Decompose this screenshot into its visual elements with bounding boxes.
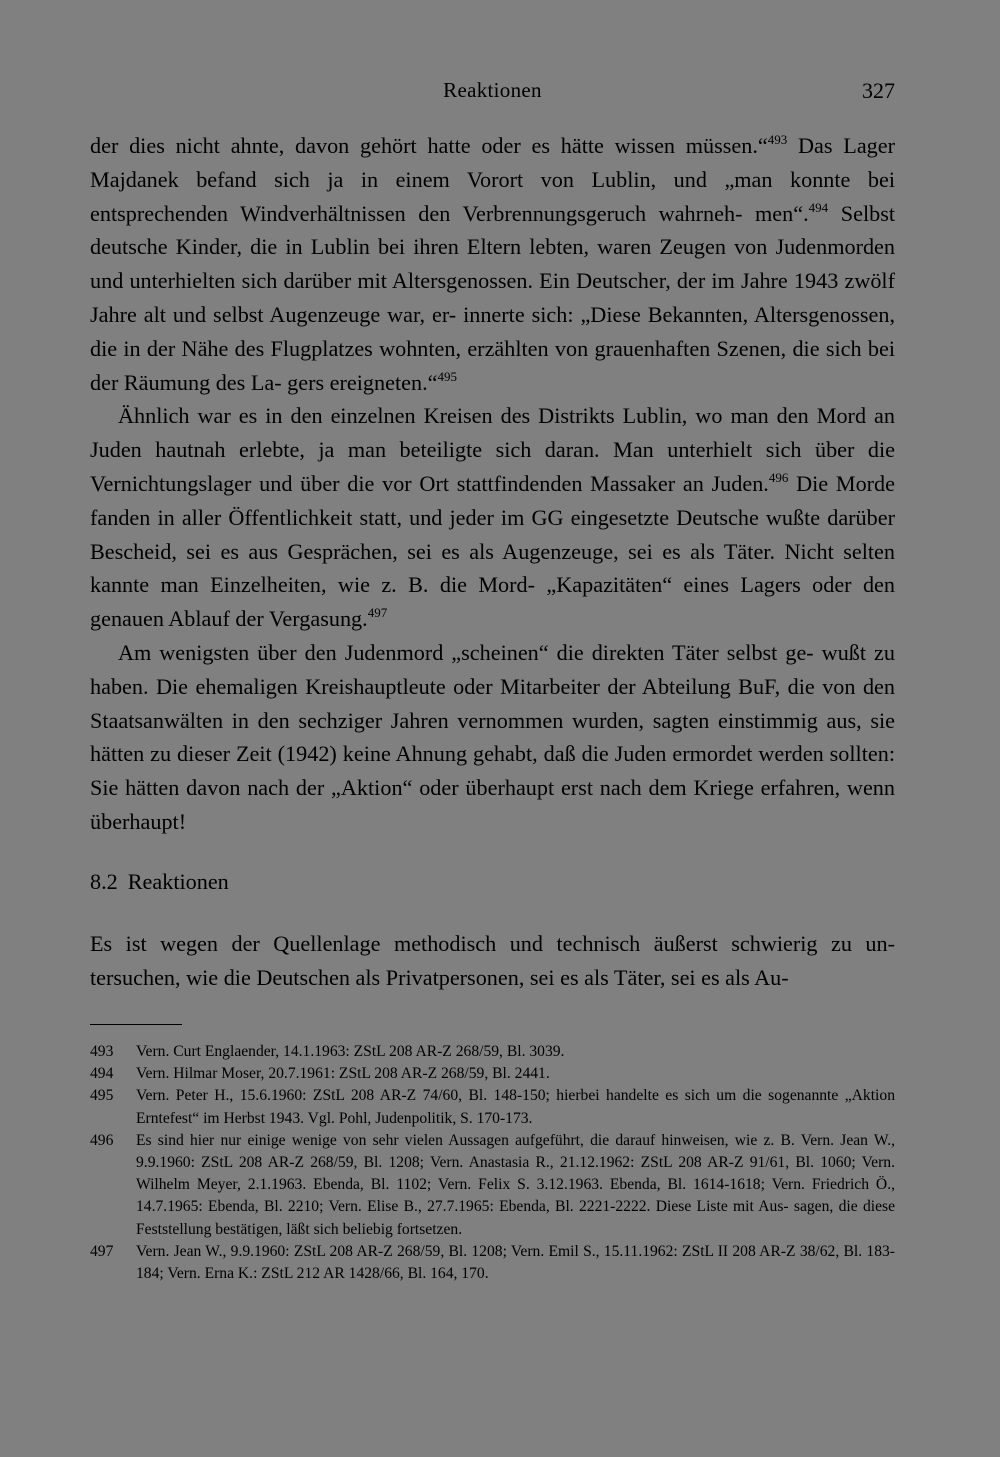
footnote-ref-497: 497 — [367, 605, 388, 621]
section-heading — [90, 869, 229, 895]
section-number: 8.2 — [90, 869, 118, 894]
footnote — [90, 1085, 895, 1129]
footnote-ref-495: 495 — [437, 368, 457, 384]
footnote-number: 493 — [90, 1043, 114, 1060]
section-paragraph: Es ist wegen der Quellenlage methodisch und technisch äußerst schwierig zu un- tersuchen, wie die Deutschen als Privatpersonen, sei es als Täter, sei es als Au- — [90, 931, 895, 990]
section-title: Reaktionen — [127, 869, 229, 894]
page-header — [90, 78, 895, 108]
footnotes — [90, 1041, 895, 1285]
footnote — [90, 1241, 895, 1285]
running-title: Reaktionen — [443, 78, 542, 102]
body-text — [90, 129, 895, 839]
footnote-ref-496: 496 — [768, 469, 789, 485]
footnote — [90, 1063, 895, 1085]
paragraph-3: Am wenigsten über den Judenmord „scheinen“ die direkten Täter selbst ge- wußt zu haben. Die ehemaligen Kreishauptleute oder Mitarbeiter der Abteilung BuF, die von den Staatsanwälten in den sechziger Jahren vernommen wurden, sagten einstimmig aus, sie hätten zu dieser Zeit (1942) keine Ahnung gehabt, daß die Juden ermordet werden sollten: Sie hätten davon nach der „Aktion“ oder überhaupt erst nach dem Kriege erfahren, wenn überhaupt! — [90, 639, 895, 834]
footnote-text: Vern. Jean W., 9.9.1960: ZStL 208 AR-Z 268/59, Bl. 1208; Vern. Emil S., 15.11.1962: ZStL II 208 AR-Z 38/62, Bl. 183-184; Vern. Erna K.: ZStL 212 AR 1428/66, Bl. 164, 170. — [136, 1242, 895, 1283]
footnote-number: 494 — [90, 1065, 114, 1083]
footnote-text: Vern. Hilmar Moser, 20.7.1961: ZStL 208 AR-Z 268/59, Bl. 2441. — [136, 1065, 550, 1083]
page-number: 327 — [862, 78, 895, 103]
footnote-divider — [90, 1024, 182, 1025]
footnote-text: Es sind hier nur einige wenige von sehr vielen Aussagen aufgeführt, die darauf hinweisen, wie z. B. Vern. Jean W., 9.9.1960: ZStL 208 AR-Z 268/59, Bl. 1208; Vern. Anastasia R., 21.12.1962: ZStL 208 AR-Z 91/61, Bl. 1060; Vern. Wilhelm Meyer, 2.1.1963. Ebenda, Bl. 1102; Vern. Felix S. 3.12.1963. Ebenda, Bl. 1614-1618; Vern. Friedrich Ö., 14.7.1965: Ebenda, Bl. 2210; Vern. Elise B., 27.7.1965: Ebenda, Bl. 2221-2222. Diese Liste mit Aus- sagen, die diese Feststellung bestätigen, läßt sich beliebig fortsetzen. — [136, 1131, 895, 1238]
footnote-ref-493: 493 — [767, 132, 788, 147]
footnote-text: Vern. Peter H., 15.6.1960: ZStL 208 AR-Z 74/60, Bl. 148-150; hierbei handelte es sich um die sogenannte „Aktion Erntefest“ im Herbst 1943. Vgl. Pohl, Judenpolitik, S. 170-173. — [136, 1087, 895, 1127]
paragraph-2: Ähnlich war es in den einzelnen Kreisen des Distrikts Lublin, wo man den Mord an Juden hautnah erlebte, ja man beteiligte sich daran. Man unterhielt sich über die Vernichtungslager und über die vor Ort stattfindenden Massaker an Juden.$^{496}$ Die Morde fanden in aller Öffentlichkeit statt, und jeder im GG eingesetzte Deutsche wußte darüber Bescheid, sei es aus Gesprächen, sei es als Augenzeuge, sei es als Täter. Nicht selten kannte man Einzelheiten, wie z. B. die Mord- „Kapazitäten“ eines Lagers oder den genauen Ablauf der Vergasung.$^{497}$ — [90, 403, 895, 632]
footnote-number: 495 — [90, 1087, 114, 1105]
footnote-number: 497 — [90, 1242, 114, 1260]
footnote — [90, 1130, 895, 1241]
paragraph-1: der dies nicht ahnte, davon gehört hatte oder es hätte wissen müssen.“$^{493}$ Das Lager Majdanek befand sich ja in einem Vorort von Lublin, und „man konnte bei entsprechenden Windverhältnissen den Verbrennungsgeruch wahrneh- men“.$^{494}$ Selbst deutsche Kinder, die in Lublin bei ihren Eltern lebten, waren Zeugen von Judenmorden und unterhielten sich darüber mit Altersgenossen. Ein Deutscher, der im Jahre 1943 zwölf Jahre alt und selbst Augenzeuge war, er- innerte sich: „Diese Bekannten, Altersgenossen, die in der Nähe des Flugplatzes wohnten, erzählten von grauenhaften Szenen, die sich bei der Räumung des La- gers ereigneten.“$^{495}$ — [90, 132, 895, 395]
footnote-ref-494: 494 — [808, 199, 829, 215]
footnote-text: Vern. Curt Englaender, 14.1.1963: ZStL 208 AR-Z 268/59, Bl. 3039. — [136, 1043, 565, 1060]
footnote-number: 496 — [90, 1131, 114, 1149]
footnote — [90, 1041, 895, 1063]
